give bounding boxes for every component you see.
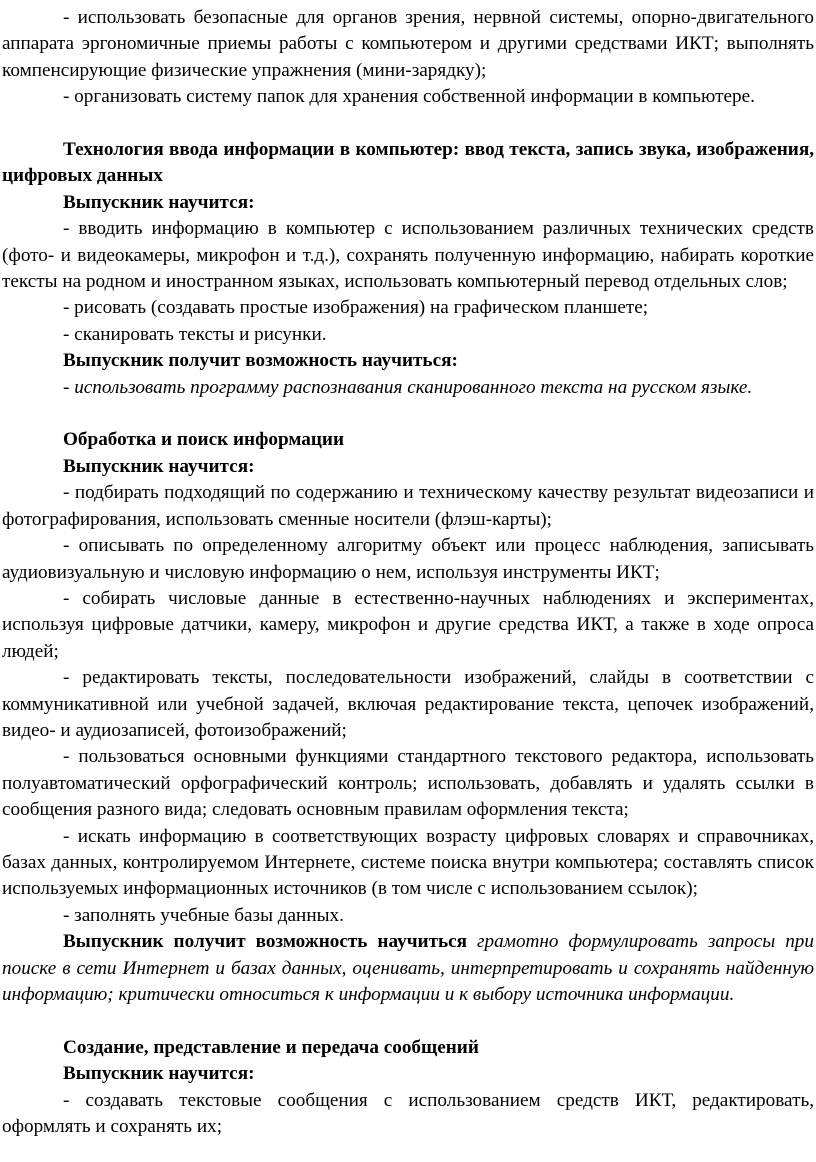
- list-item: - вводить информацию в компьютер с использованием различных технических средств (фото- и видеокамеры, микрофон и т.д.), сохранять полученную информацию, набирать короткие тексты на родном и иностранном языках, использовать компьютерный перевод отдельных слов;: [2, 218, 814, 293]
- list-item: - сканировать тексты и рисунки.: [63, 323, 327, 345]
- subheading: Выпускник получит возможность научиться:: [63, 350, 458, 372]
- blank-line: [2, 111, 814, 137]
- list-item: - собирать числовые данные в естественно-научных наблюдениях и экспериментах, используя цифровые датчики, камеру, микрофон и другие средства ИКТ, а также в ходе опроса людей;: [2, 587, 814, 662]
- list-item: - использовать безопасные для органов зрения, нервной системы, опорно-двигательного аппарата эргономичные приемы работы с компьютером и другими средствами ИКТ; выполнять компенсирующие физические упражнения (мини-зарядку);: [2, 7, 814, 81]
- list-item: - организовать систему папок для хранения собственной информации в компьютере.: [63, 86, 755, 108]
- mixed-paragraph: [2, 929, 814, 1008]
- italic-text: грамотно формулировать запросы при поиске в сети Интернет и базах данных, оценивать, интерпретировать и сохранять найденную информацию; критически относиться к информации и к выбору источника информации.: [2, 931, 814, 1005]
- list-item: - заполнять учебные базы данных.: [63, 904, 344, 926]
- list-item: - искать информацию в соответствующих возрасту цифровых словарях и справочниках, базах данных, контролируемом Интернете, системе поиска внутри компьютера; составлять список используемых информационных источников (в том числе с использованием ссылок);: [2, 825, 814, 900]
- italic-item: [2, 375, 814, 401]
- item-text: использовать программу распознавания сканированного текста на русском языке.: [74, 376, 753, 398]
- subheading: Выпускник научится:: [63, 1063, 255, 1085]
- list-item: - подбирать подходящий по содержанию и техническому качеству результат видеозаписи и фотографирования, использовать сменные носители (флэш-карты);: [2, 482, 814, 530]
- section-heading: Создание, представление и передача сообщений: [63, 1036, 479, 1058]
- document-page: [0, 5, 816, 1162]
- list-item: - пользоваться основными функциями стандартного текстового редактора, использовать полуавтоматический орфографический контроль; использовать, добавлять и удалять ссылки в сообщения разного вида; следовать основным правилам оформления текста;: [2, 746, 814, 821]
- section-heading: Обработка и поиск информации: [63, 429, 345, 451]
- list-item: - создавать текстовые сообщения с использованием средств ИКТ, редактировать, оформлять и сохранять их;: [2, 1089, 814, 1138]
- blank-line: [2, 401, 814, 427]
- subheading: Выпускник научится:: [63, 191, 255, 213]
- list-item: - описывать по определенному алгоритму объект или процесс наблюдения, записывать аудиовизуальную и числовую информацию о нем, используя инструменты ИКТ;: [2, 535, 814, 583]
- item-prefix: -: [63, 376, 75, 398]
- subheading: Выпускник научится:: [63, 455, 255, 477]
- blank-line: [2, 1008, 814, 1034]
- bold-lead: Выпускник получит возможность научиться: [63, 931, 468, 953]
- section-heading: Технология ввода информации в компьютер: ввод текста, запись звука, изображения, цифровых данных: [2, 139, 814, 187]
- list-item: - редактировать тексты, последовательности изображений, слайды в соответствии с коммуникативной или учебной задачей, включая редактирование текста, цепочек изображений, видео- и аудиозаписей, фотоизображений;: [2, 667, 814, 741]
- list-item: - рисовать (создавать простые изображения) на графическом планшете;: [63, 297, 649, 319]
